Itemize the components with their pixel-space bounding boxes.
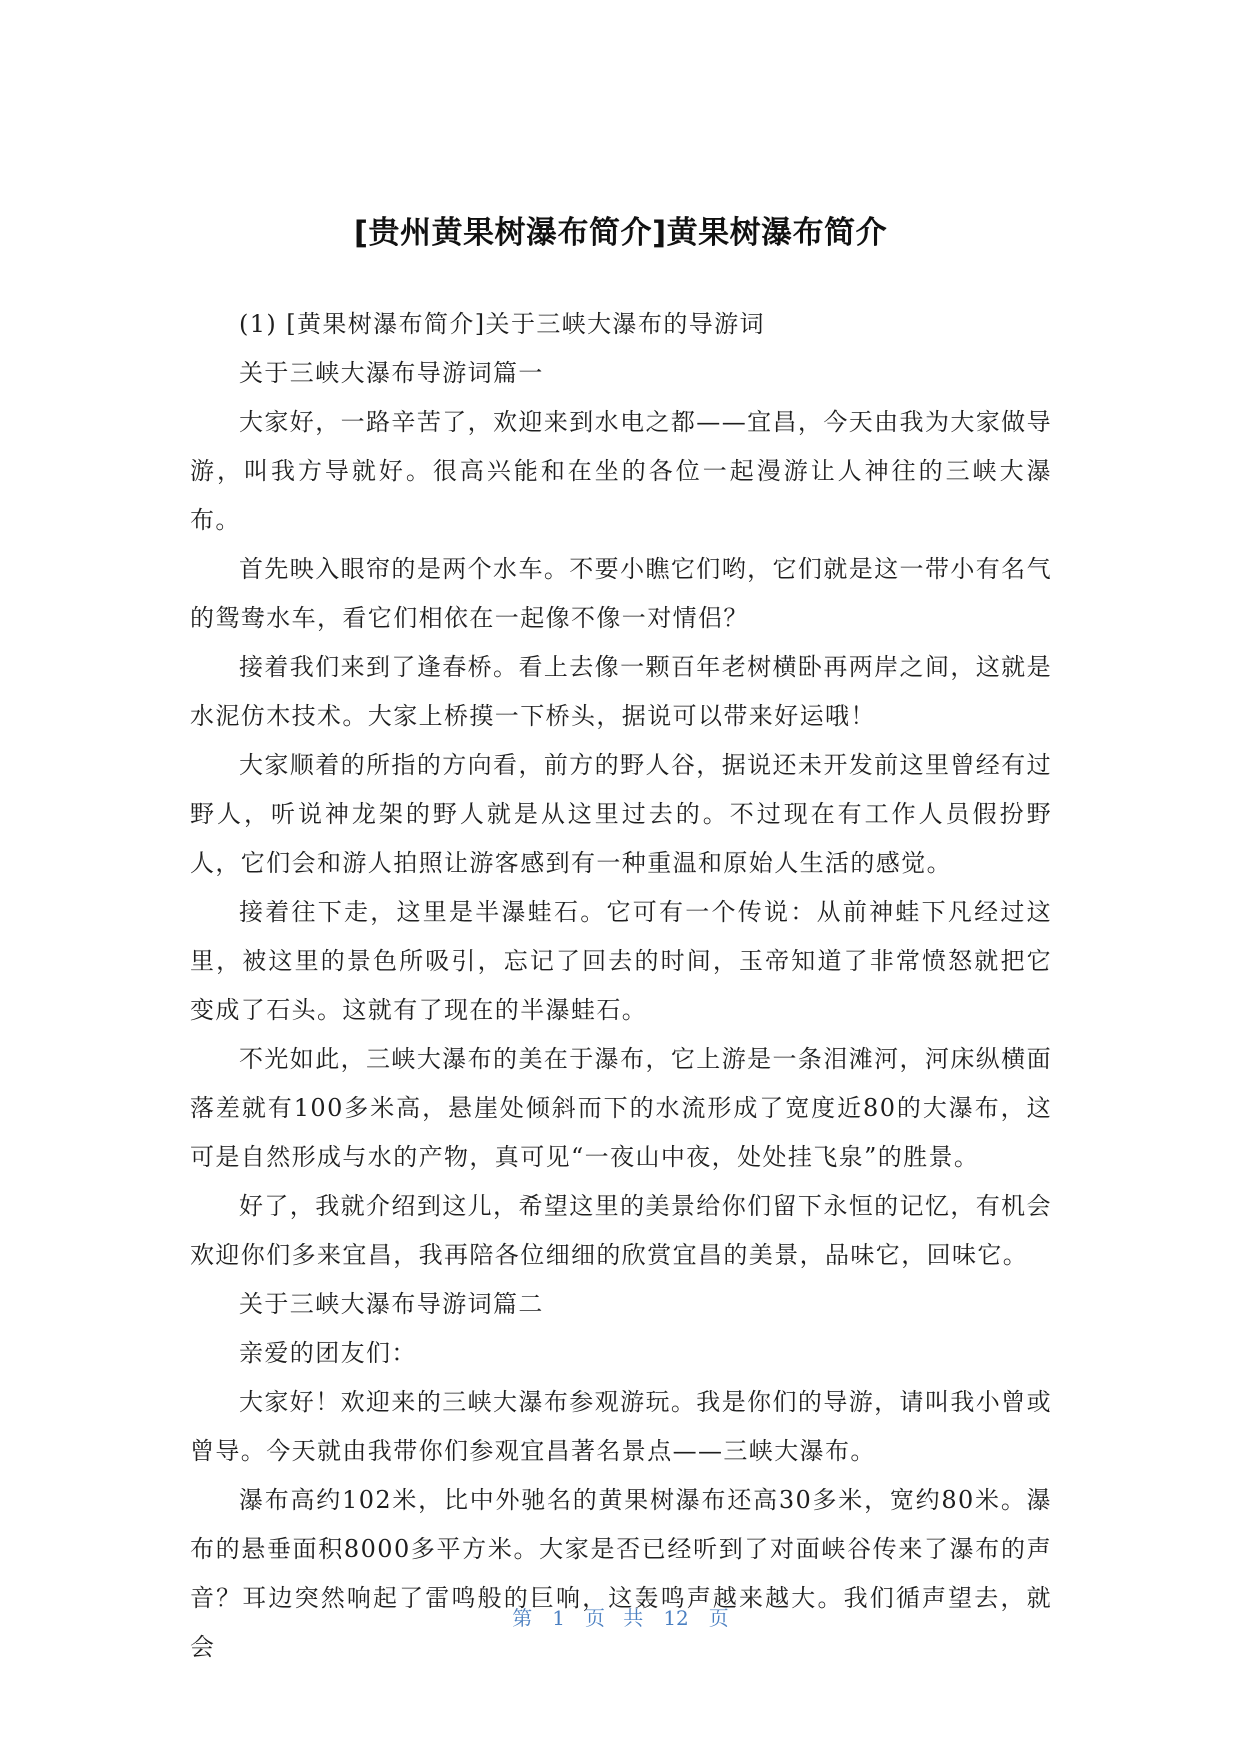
footer-middle: 页 共: [584, 1606, 644, 1630]
paragraph: 瀑布高约102米，比中外驰名的黄果树瀑布还高30多米，宽约80米。瀑布的悬垂面积8000多平方米。大家是否已经听到了对面峡谷传来了瀑布的声音？耳边突然响起了雷鸣般的巨响，这轰鸣声越来越大。我们循声望去，就会: [190, 1486, 1052, 1661]
paragraph: 接着我们来到了逢春桥。看上去像一颗百年老树横卧再两岸之间，这就是水泥仿木技术。大家上桥摸一下桥头，据说可以带来好运哦！: [190, 653, 1052, 730]
document-title: [贵州黄果树瀑布简介]黄果树瀑布简介: [353, 214, 888, 251]
footer-prefix: 第: [512, 1606, 533, 1630]
page-footer: [0, 1604, 1241, 1632]
paragraph-subheading-1: 关于三峡大瀑布导游词篇一: [239, 359, 544, 387]
paragraph-salutation: 亲爱的团友们：: [239, 1339, 417, 1367]
paragraph: 大家好，一路辛苦了，欢迎来到水电之都——宜昌，今天由我为大家做导游，叫我方导就好。很高兴能和在坐的各位一起漫游让人神往的三峡大瀑布。: [190, 408, 1052, 534]
paragraph: 首先映入眼帘的是两个水车。不要小瞧它们哟，它们就是这一带小有名气的鸳鸯水车，看它们相依在一起像不像一对情侣？: [190, 555, 1052, 632]
paragraph-subheading-2: 关于三峡大瀑布导游词篇二: [239, 1290, 544, 1318]
footer-suffix: 页: [708, 1606, 729, 1630]
paragraph: 接着往下走，这里是半瀑蛙石。它可有一个传说：从前神蛙下凡经过这里，被这里的景色所吸引，忘记了回去的时间，玉帝知道了非常愤怒就把它变成了石头。这就有了现在的半瀑蛙石。: [190, 898, 1052, 1024]
paragraph-heading: (1) [黄果树瀑布简介]关于三峡大瀑布的导游词: [239, 310, 765, 338]
paragraph: 大家顺着的所指的方向看，前方的野人谷，据说还未开发前这里曾经有过野人，听说神龙架的野人就是从这里过去的。不过现在有工作人员假扮野人，它们会和游人拍照让游客感到有一种重温和原始人生活的感觉。: [190, 751, 1052, 877]
footer-total-pages: 12: [663, 1606, 689, 1630]
document-body: [190, 300, 1052, 1672]
paragraph: 好了，我就介绍到这儿，希望这里的美景给你们留下永恒的记忆，有机会欢迎你们多来宜昌，我再陪各位细细的欣赏宜昌的美景，品味它，回味它。: [190, 1192, 1052, 1269]
paragraph: 大家好！欢迎来的三峡大瀑布参观游玩。我是你们的导游，请叫我小曾或曾导。今天就由我带你们参观宜昌著名景点——三峡大瀑布。: [190, 1388, 1052, 1465]
paragraph: 不光如此，三峡大瀑布的美在于瀑布，它上游是一条泪滩河，河床纵横面落差就有100多米高，悬崖处倾斜而下的水流形成了宽度近80的大瀑布，这可是自然形成与水的产物，真可见“一夜山中夜，处处挂飞泉”的胜景。: [190, 1045, 1052, 1171]
footer-current-page: 1: [552, 1606, 565, 1630]
